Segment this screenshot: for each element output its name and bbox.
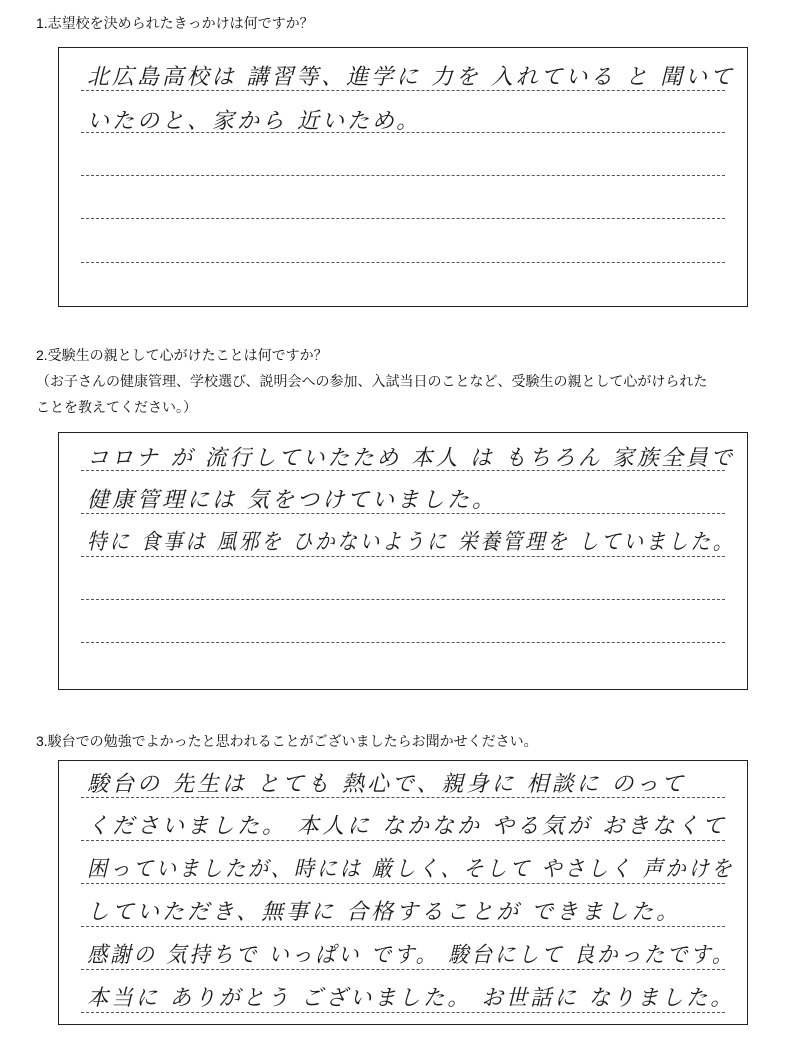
question-3-label: 3.駿台での勉強でよかったと思われることがございましたらお聞かせください。 <box>36 733 538 749</box>
answer-box-3 <box>58 760 748 1025</box>
answer-2-line-3: 特に 食事は 風邪を ひかないように 栄養管理を していました。 <box>87 530 736 555</box>
answer-2-rule <box>81 556 725 557</box>
question-2-note-line-2: ことを教えてください。） <box>36 399 197 415</box>
answer-2-rule <box>81 470 725 471</box>
answer-1-line-2: いたのと、家から 近いため。 <box>87 109 422 134</box>
answer-1-rule <box>81 175 725 176</box>
answer-2-rule <box>81 513 725 514</box>
answer-3-rule <box>81 797 725 798</box>
answer-1-rule <box>81 132 725 133</box>
answer-1-line-1: 北広島高校は 講習等、進学に 力を 入れている と 聞いて <box>87 65 736 90</box>
answer-3-rule <box>81 926 725 927</box>
answer-1-rule <box>81 262 725 263</box>
answer-3-line-1: 駿台の 先生は とても 熱心で、親身に 相談に のって <box>87 772 687 797</box>
answer-3-rule <box>81 1012 725 1013</box>
answer-2-line-2: 健康管理には 気をつけていました。 <box>87 488 497 513</box>
answer-3-line-2: くださいました。 本人に なかなか やる気が おきなくて <box>87 814 727 839</box>
answer-1-rule <box>81 218 725 219</box>
answer-3-rule <box>81 840 725 841</box>
answer-2-rule <box>81 599 725 600</box>
question-1-label: 1.志望校を決められたきっかけは何ですか？ <box>36 15 314 31</box>
question-2-note-line-1: （お子さんの健康管理、学校選び、説明会への参加、入試当日のことなど、受験生の親として心がけられた <box>36 373 708 389</box>
answer-3-rule <box>81 883 725 884</box>
question-2-label: 2.受験生の親として心がけたことは何ですか？ <box>36 347 328 363</box>
answer-3-line-4: していただき、無事に 合格することが できました。 <box>87 900 682 925</box>
answer-3-line-3: 困っていましたが、時には 厳しく、そして やさしく 声かけを <box>87 857 735 882</box>
answer-3-rule <box>81 969 725 970</box>
answer-2-line-1: コロナ が 流行していたため 本人 は もちろん 家族全員で <box>87 446 736 471</box>
answer-1-rule <box>81 90 725 91</box>
answer-box-2 <box>58 432 748 690</box>
answer-3-line-5: 感謝の 気持ちで いっぱい です。 駿台にして 良かったです。 <box>87 943 736 968</box>
answer-box-1 <box>58 47 748 307</box>
answer-2-rule <box>81 642 725 643</box>
answer-3-line-6: 本当に ありがとう ございました。 お世話に なりました。 <box>87 986 735 1011</box>
